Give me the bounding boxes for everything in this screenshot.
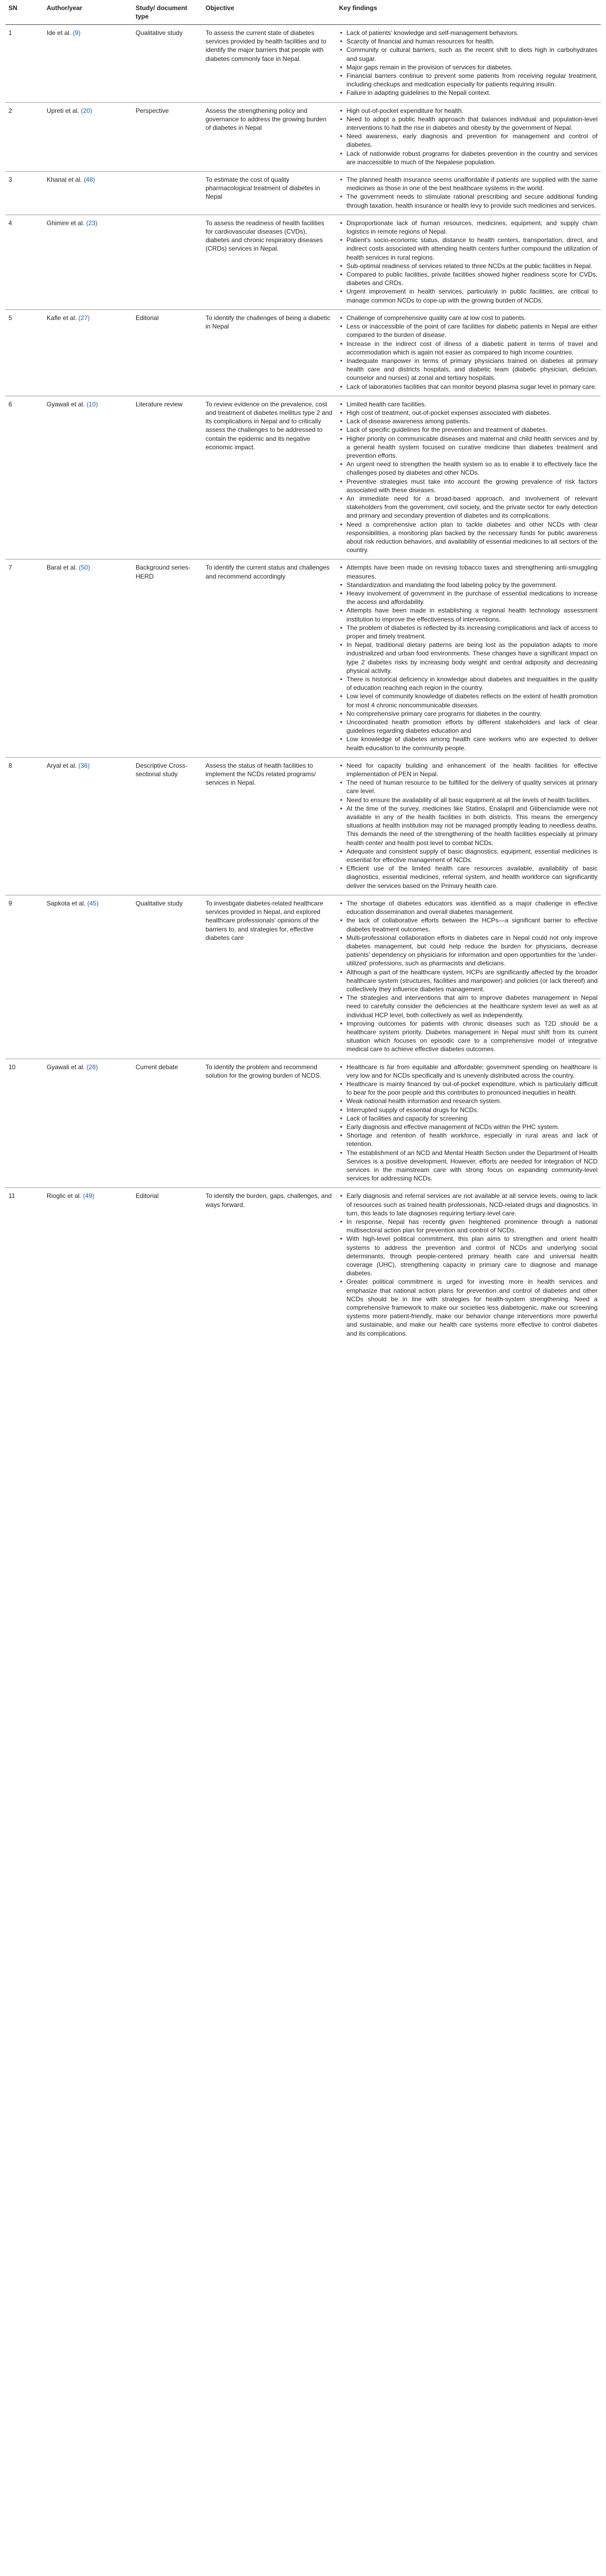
findings-list — [339, 563, 598, 752]
finding-item: • Although a part of the healthcare system, HCPs are significantly affected by the broader healthcare system (structures, facilities and manpower) and policies (or lack thereof) and collectively they influence diabetes management. — [339, 968, 598, 994]
finding-item: • No comprehensive primary care programs for diabetes in the country. — [339, 709, 598, 718]
cell-sn: 3 — [5, 172, 43, 215]
reference-link[interactable]: (10) — [86, 400, 98, 408]
cell-author-year — [43, 396, 132, 559]
cell-study-type: Editorial — [132, 309, 202, 396]
findings-list — [339, 400, 598, 555]
cell-sn: 2 — [5, 102, 43, 171]
cell-key-findings — [336, 757, 601, 895]
finding-item: • The government needs to stimulate rational prescribing and secure additional funding through taxation, health insurance or health levy to provide such medicines and services. — [339, 192, 598, 209]
finding-item: • Sub-optimal readiness of services related to three NCDs at the public facilities in Nepal. — [339, 262, 598, 270]
finding-item: • Multi-professional collaboration efforts in diabetes care in Nepal could not only improve diabetes management, but could help reduce the burden for physicians, decrease patients' dependency on physicians for information and open opportunities for the 'under-utilized' professions, such as pharmacists and dieticians. — [339, 934, 598, 968]
finding-item: • Major gaps remain in the provision of services for diabetes. — [339, 63, 598, 72]
cell-study-type: Descriptive Cross-sectional study — [132, 757, 202, 895]
finding-item: • High cost of treatment, out-of-pocket expenses associated with diabetes. — [339, 408, 598, 417]
finding-item: • Patient's socio-economic status, distance to health centers, transportation, direct, and indirect costs associated with attending health centers further compound the utilization of health services in rural regions. — [339, 236, 598, 262]
cell-study-type: Editorial — [136, 1192, 159, 1200]
author-name: Kafle et al. — [47, 314, 77, 322]
finding-item: • With high-level political commitment, this plan aims to strengthen and orient health systems to address the prevention and control of NCDs and underlying social determinants, through people-centered primary health care and universal health coverage (UHC), strengthening capacity in primary care to diagnose and manage diabetes. — [339, 1234, 598, 1277]
header-sn: SN — [5, 0, 43, 25]
finding-item: • Improving outcomes for patients with chronic diseases such as T2D should be a healthcare system priority. Diabetes management in Nepal must shift from its current situation which focuses on episodic care to a comprehensive model of integrative medical care to achieve effective diabetes outcomes. — [339, 1019, 598, 1054]
finding-item: • Early diagnosis and effective management of NCDs within the PHC system. — [339, 1123, 598, 1131]
findings-list — [339, 1192, 598, 1337]
cell-author-year — [43, 895, 132, 1059]
finding-item: • the lack of collaborative efforts between the HCPs—a significant barrier to effective diabetes treatment outcomes. — [339, 916, 598, 933]
table-row — [5, 215, 601, 309]
cell-study-type: Current debate — [132, 1059, 202, 1188]
reference-link[interactable]: (27) — [78, 314, 90, 322]
finding-item: • Attempts have been made on revising tobacco taxes and strengthening anti-smuggling measures. — [339, 563, 598, 580]
cell-author-year — [43, 757, 132, 895]
cell-objective: To identify the burden, gaps, challenges, and ways forward. — [206, 1192, 332, 1209]
cell-objective: To estimate the cost of quality pharmacological treatment of diabetes in Nepal — [202, 172, 336, 215]
reference-link[interactable]: (48) — [84, 176, 95, 184]
cell-key-findings — [336, 102, 601, 171]
table-header-row — [5, 0, 601, 25]
cell-key-findings — [336, 396, 601, 559]
finding-item: • Inadequate manpower in terms of primary physicians trained on diabetes at primary health care and districts hospitals, and diabetic team (diabetic physician, dietician, counselor and nurses) at zonal and tertiary hospitals. — [339, 357, 598, 383]
finding-item: • Attempts have been made in establishing a regional health technology assessment institution to improve the effectiveness of interventions. — [339, 606, 598, 623]
cell-objective: To review evidence on the prevalence, cost and treatment of diabetes mellitus type 2 and its complications in Nepal and to critically assess the challenges to be addressed to contain the epidemic and its negative economic impact. — [202, 396, 336, 559]
author-name: Upreti et al. — [47, 106, 79, 114]
finding-item: • An urgent need to strengthen the health system so as to enable it to effectively face the challenges posed by diabetes and other NCDs. — [339, 460, 598, 477]
cell-objective: To assess the current state of diabetes services provided by health facilities and to identify the major barriers that people with diabetes commonly face in Nepal. — [202, 25, 336, 103]
table-row — [5, 895, 601, 1059]
cell-study-type — [132, 215, 202, 309]
finding-item: • Failure in adapting guidelines to the Nepali context. — [339, 88, 598, 97]
reference-link[interactable]: (49) — [83, 1192, 95, 1200]
finding-item: • Higher priority on communicable diseases and maternal and child health services and by a general health system focused on curative medicine than diabetes treatment and prevention efforts. — [339, 434, 598, 460]
cell-author-year — [43, 102, 132, 171]
finding-item: • Disproportionate lack of human resources, medicines, equipment, and supply chain logistics in remote regions of Nepal. — [339, 219, 598, 236]
finding-item: • Adequate and consistent supply of basic diagnostics, equipment, essential medicines is essential for effective management of NCDs. — [339, 847, 598, 864]
table-row — [5, 559, 601, 757]
cell-objective: Assess the strengthening policy and governance to address the growing burden of diabetes in Nepal — [202, 102, 336, 171]
author-name: Ghimire et al. — [47, 219, 85, 227]
finding-item: • Financial barriers continue to prevent some patients from receiving regular treatment, including checkups and medication especially for patients requiring insulin. — [339, 72, 598, 88]
finding-item: • Need awareness, early diagnosis and prevention for management and control of diabetes. — [339, 132, 598, 149]
cell-key-findings — [336, 309, 601, 396]
cell-sn: 10 — [5, 1059, 43, 1188]
finding-item: • Limited health care facilities. — [339, 400, 598, 408]
findings-list — [339, 1063, 598, 1183]
finding-item: • Need for capacity building and enhancement of the health facilities for effective implementation of PEN in Nepal. — [339, 761, 598, 778]
table-row — [5, 172, 601, 215]
cell-objective: To identify the challenges of being a diabetic in Nepal — [202, 309, 336, 396]
cell-objective: To identify the current status and challenges and recommend accordingly — [202, 559, 336, 757]
finding-item: • Compared to public facilities, private facilities showed higher readiness score for CVDs, diabetes and CRDs. — [339, 270, 598, 287]
findings-list — [339, 899, 598, 1054]
cell-author-year — [43, 559, 132, 757]
finding-item: • Increase in the indirect cost of illness of a diabetic patient in terms of travel and accommodation which is again not easier as compared to high income countries. — [339, 340, 598, 357]
reference-link[interactable]: (45) — [87, 899, 99, 907]
cell-author-year — [43, 25, 132, 103]
finding-item: • The shortage of diabetes educators was identified as a major challenge in effective education dissemination and overall diabetes management. — [339, 899, 598, 916]
header-objective: Objective — [202, 0, 336, 25]
cell-author-year — [43, 172, 132, 215]
reference-link[interactable]: (28) — [86, 1063, 98, 1071]
cell-sn: 1 — [5, 25, 43, 103]
finding-item: • Scarcity of financial and human resources for health. — [339, 37, 598, 46]
finding-item: • Uncoordinated health promotion efforts by different stakeholders and lack of clear guidelines regarding diabetes education and — [339, 718, 598, 735]
cell-key-findings — [336, 172, 601, 215]
author-name: Ide et al. — [47, 29, 72, 37]
cell-objective: Assess the status of health facilities to implement the NCDs related programs/ services in Nepal. — [202, 757, 336, 895]
finding-item: • There is historical deficiency in knowledge about diabetes and inequalities in the quality of education reaching each region in the country. — [339, 675, 598, 692]
finding-item: • The establishment of an NCD and Mental Health Section under the Department of Health Services is a positive development. However, efforts are needed for integration of NCD services in the mainstream care with strong focus on expanding community-level services for addressing NCDs. — [339, 1149, 598, 1183]
finding-item: • Healthcare is mainly financed by out-of-pocket expenditure, which is particularly difficult to bear for the poor people and this contributes to pronounced inequities in health. — [339, 1080, 598, 1097]
header-study-type: Study/ document type — [132, 0, 202, 25]
cell-study-type: Qualitative study — [132, 895, 202, 1059]
table-body — [5, 25, 601, 1343]
cell-study-type: Qualitative study — [132, 25, 202, 103]
finding-item: • Preventive strategies must take into account the growing prevalence of risk factors associated with these diseases. — [339, 477, 598, 494]
table-row — [5, 757, 601, 895]
cell-author-year — [43, 1188, 132, 1343]
finding-item: • Efficient use of the limited health care resources available, availability of basic diagnostics, essential medicines, referral system, and health workforce can significantly deliver the services based on the Primary health care. — [339, 864, 598, 890]
table-row — [5, 1188, 601, 1343]
cell-objective: To assess the readiness of health facilities for cardiovascular diseases (CVDs), diabetes and chronic respiratory diseases (CRDs) services in Nepal. — [202, 215, 336, 309]
cell-key-findings — [336, 895, 601, 1059]
author-name: Aryal et al. — [47, 761, 77, 769]
cell-study-type: Literature review — [132, 396, 202, 559]
table-row — [5, 396, 601, 559]
cell-sn: 11 — [8, 1192, 15, 1200]
cell-author-year — [43, 215, 132, 309]
cell-study-type: Background series-HERD — [132, 559, 202, 757]
table-row — [5, 102, 601, 171]
finding-item: • The planned health insurance seems unaffordable if patients are supplied with the same medicines as those in one of the best healthcare systems in the world. — [339, 175, 598, 192]
finding-item: • Lack of patients' knowledge and self-management behaviors. — [339, 29, 598, 37]
finding-item: • Urgent improvement in health services, particularly in public facilities, are critical to manage common NCDs to cope-up with the growing burden of NCDs. — [339, 287, 598, 304]
cell-key-findings — [336, 25, 601, 103]
finding-item: • The problem of diabetes is reflected by its increasing complications and lack of access to proper and timely treatment. — [339, 624, 598, 641]
finding-item: • Lack of disease awareness among patients. — [339, 417, 598, 425]
cell-sn: 9 — [5, 895, 43, 1059]
finding-item: • Lack of specific guidelines for the prevention and treatment of diabetes. — [339, 425, 598, 434]
findings-list — [339, 314, 598, 391]
findings-list — [339, 219, 598, 305]
finding-item: • An immediate need for a broad-based approach, and involvement of relevant stakeholders from the government, civil society, and the private sector for early detection and primary and secondary prevention of diabetes and its complications. — [339, 494, 598, 520]
finding-item: • Need to ensure the availability of all basic equipment at all the levels of health facilities. — [339, 796, 598, 804]
cell-key-findings — [336, 1059, 601, 1188]
findings-list — [339, 29, 598, 97]
cell-sn: 4 — [5, 215, 43, 309]
finding-item: • At the time of the survey, medicines like Statins, Enalapril and Glibenclamide were not available in any of the health facilities in both districts. This means the emergency situations at health institution may not be managed promptly leading to needless deaths. This demands the need of the strengthening of the health facilities especially at primary health center and health post level to combat NCDs. — [339, 804, 598, 847]
finding-item: • In Nepal, traditional dietary patterns are being lost as the population adapts to more industrialized and urban food environments. These changes have a significant impact on type 2 diabetes risks by increasing body weight and central adiposity and decreasing physical activity. — [339, 641, 598, 675]
table-row — [5, 1059, 601, 1188]
finding-item: • High out-of-pocket expenditure for health. — [339, 106, 598, 115]
cell-author-year — [43, 1059, 132, 1188]
author-name: Rioglic et al. — [47, 1192, 82, 1200]
finding-item: • Shortage and retention of health workforce, especially in rural areas and lack of retention. — [339, 1131, 598, 1148]
finding-item: • Low knowledge of diabetes among health care workers who are expected to deliver health education to the community people. — [339, 735, 598, 752]
author-name: Gyawali et al. — [47, 400, 85, 408]
finding-item: • Need to adopt a public health approach that balances individual and population-level interventions to halt the rise in diabetes and obesity by the government of Nepal. — [339, 115, 598, 132]
reference-link[interactable]: (20) — [81, 106, 93, 114]
cell-objective: To investigate diabetes-related healthcare services provided in Nepal, and explored healthcare professionals' opinions of the barriers to, and strategies for, effective diabetes care — [202, 895, 336, 1059]
finding-item: • Lack of facilities and capacity for screening — [339, 1114, 598, 1123]
reference-link[interactable]: (50) — [78, 564, 91, 572]
cell-objective: To identify the problem and recommend solution for the growing burden of NCDS. — [202, 1059, 336, 1188]
finding-item: • Lack of laboratories facilities that can monitor beyond plasma sugar level in primary care. — [339, 383, 598, 391]
findings-list — [339, 175, 598, 210]
finding-item: • Lack of nationwide robust programs for diabetes prevention in the country and services are inaccessible to much of the Nepalese population. — [339, 149, 598, 166]
finding-item: • Weak national health information and research system. — [339, 1097, 598, 1105]
finding-item: • The strategies and interventions that aim to improve diabetes management in Nepal need to carefully consider the deficiencies at the healthcare system level as well as at individual HCP level, both collectively as well as independently. — [339, 993, 598, 1019]
findings-list — [339, 761, 598, 890]
reference-link[interactable]: (36) — [78, 761, 90, 769]
cell-sn: 8 — [5, 757, 43, 895]
cell-study-type: Perspective — [132, 102, 202, 171]
finding-item: • In response, Nepal has recently given heightened prominence through a national multisectoral action plan for prevention and control of NCDs. — [339, 1218, 598, 1234]
author-name: Sapkota et al. — [47, 899, 86, 907]
cell-sn: 5 — [5, 309, 43, 396]
reference-link[interactable]: (9) — [73, 29, 81, 37]
finding-item: • Less or inaccessible of the point of care facilities for diabetic patients in Nepal are either compared to the burden of disease. — [339, 322, 598, 339]
cell-key-findings — [336, 215, 601, 309]
reference-link[interactable]: (23) — [86, 219, 98, 227]
finding-item: • Standardization and mandating the food labeling policy by the government. — [339, 581, 598, 589]
finding-item: • Low level of community knowledge of diabetes reflects on the extent of health promotion for most 4 chronic noncommunicable diseases. — [339, 692, 598, 709]
finding-item: • Heavy involvement of government in the purchase of essential medications to increase the access and affordability. — [339, 589, 598, 606]
finding-item: • The need of human resource to be fulfilled for the delivery of quality services at primary care level. — [339, 778, 598, 795]
finding-item: • Community or cultural barriers, such as the recent shift to diets high in carbohydrates and sugar. — [339, 46, 598, 63]
author-name: Gyawali et al. — [47, 1063, 85, 1071]
cell-study-type — [132, 172, 202, 215]
cell-sn: 6 — [5, 396, 43, 559]
cell-key-findings — [336, 1188, 601, 1343]
findings-list — [339, 106, 598, 166]
author-name: Baral et al. — [47, 564, 77, 572]
cell-sn: 7 — [5, 559, 43, 757]
header-key-findings: Key findings — [336, 0, 601, 25]
finding-item: • Interrupted supply of essential drugs for NCDs. — [339, 1106, 598, 1114]
finding-item: • Greater political commitment is urged for investing more in health services and emphasize that national action plans for prevention and control of diabetes and other NCDs should be in line with strategies for health-system strengthening. Need a comprehensive framework to make our societies less diabetogenic, make our screening systems more patient-friendly, make our behavior change interventions more powerful and sustainable, and make our health care systems more effective to control diabetes and its complications. — [339, 1277, 598, 1337]
studies-table — [5, 0, 601, 1343]
header-author-year: Author/year — [43, 0, 132, 25]
finding-item: • Healthcare is far from equitable and affordable; government spending on healthcare is very low and for NCDs specifically and is unevenly distributed across the country. — [339, 1063, 598, 1080]
finding-item: • Challenge of comprehensive quality care at low cost to patients. — [339, 314, 598, 322]
author-name: Khanal et al. — [47, 176, 82, 184]
table-row — [5, 309, 601, 396]
cell-author-year — [43, 309, 132, 396]
finding-item: • Early diagnosis and referral services are not available at all service levels, owing to lack of resources such as trained health professionals, NCD-related drugs and diagnostics. In turn, this leads to late diagnoses requiring tertiary-level care. — [339, 1192, 598, 1218]
cell-key-findings — [336, 559, 601, 757]
finding-item: • Need a comprehensive action plan to tackle diabetes and other NCDs with clear responsibilities, a monitoring plan backed by the necessary funds for public awareness about risk reduction behaviors, and availability of essential medicines to all sectors of the country. — [339, 520, 598, 555]
table-row — [5, 25, 601, 103]
